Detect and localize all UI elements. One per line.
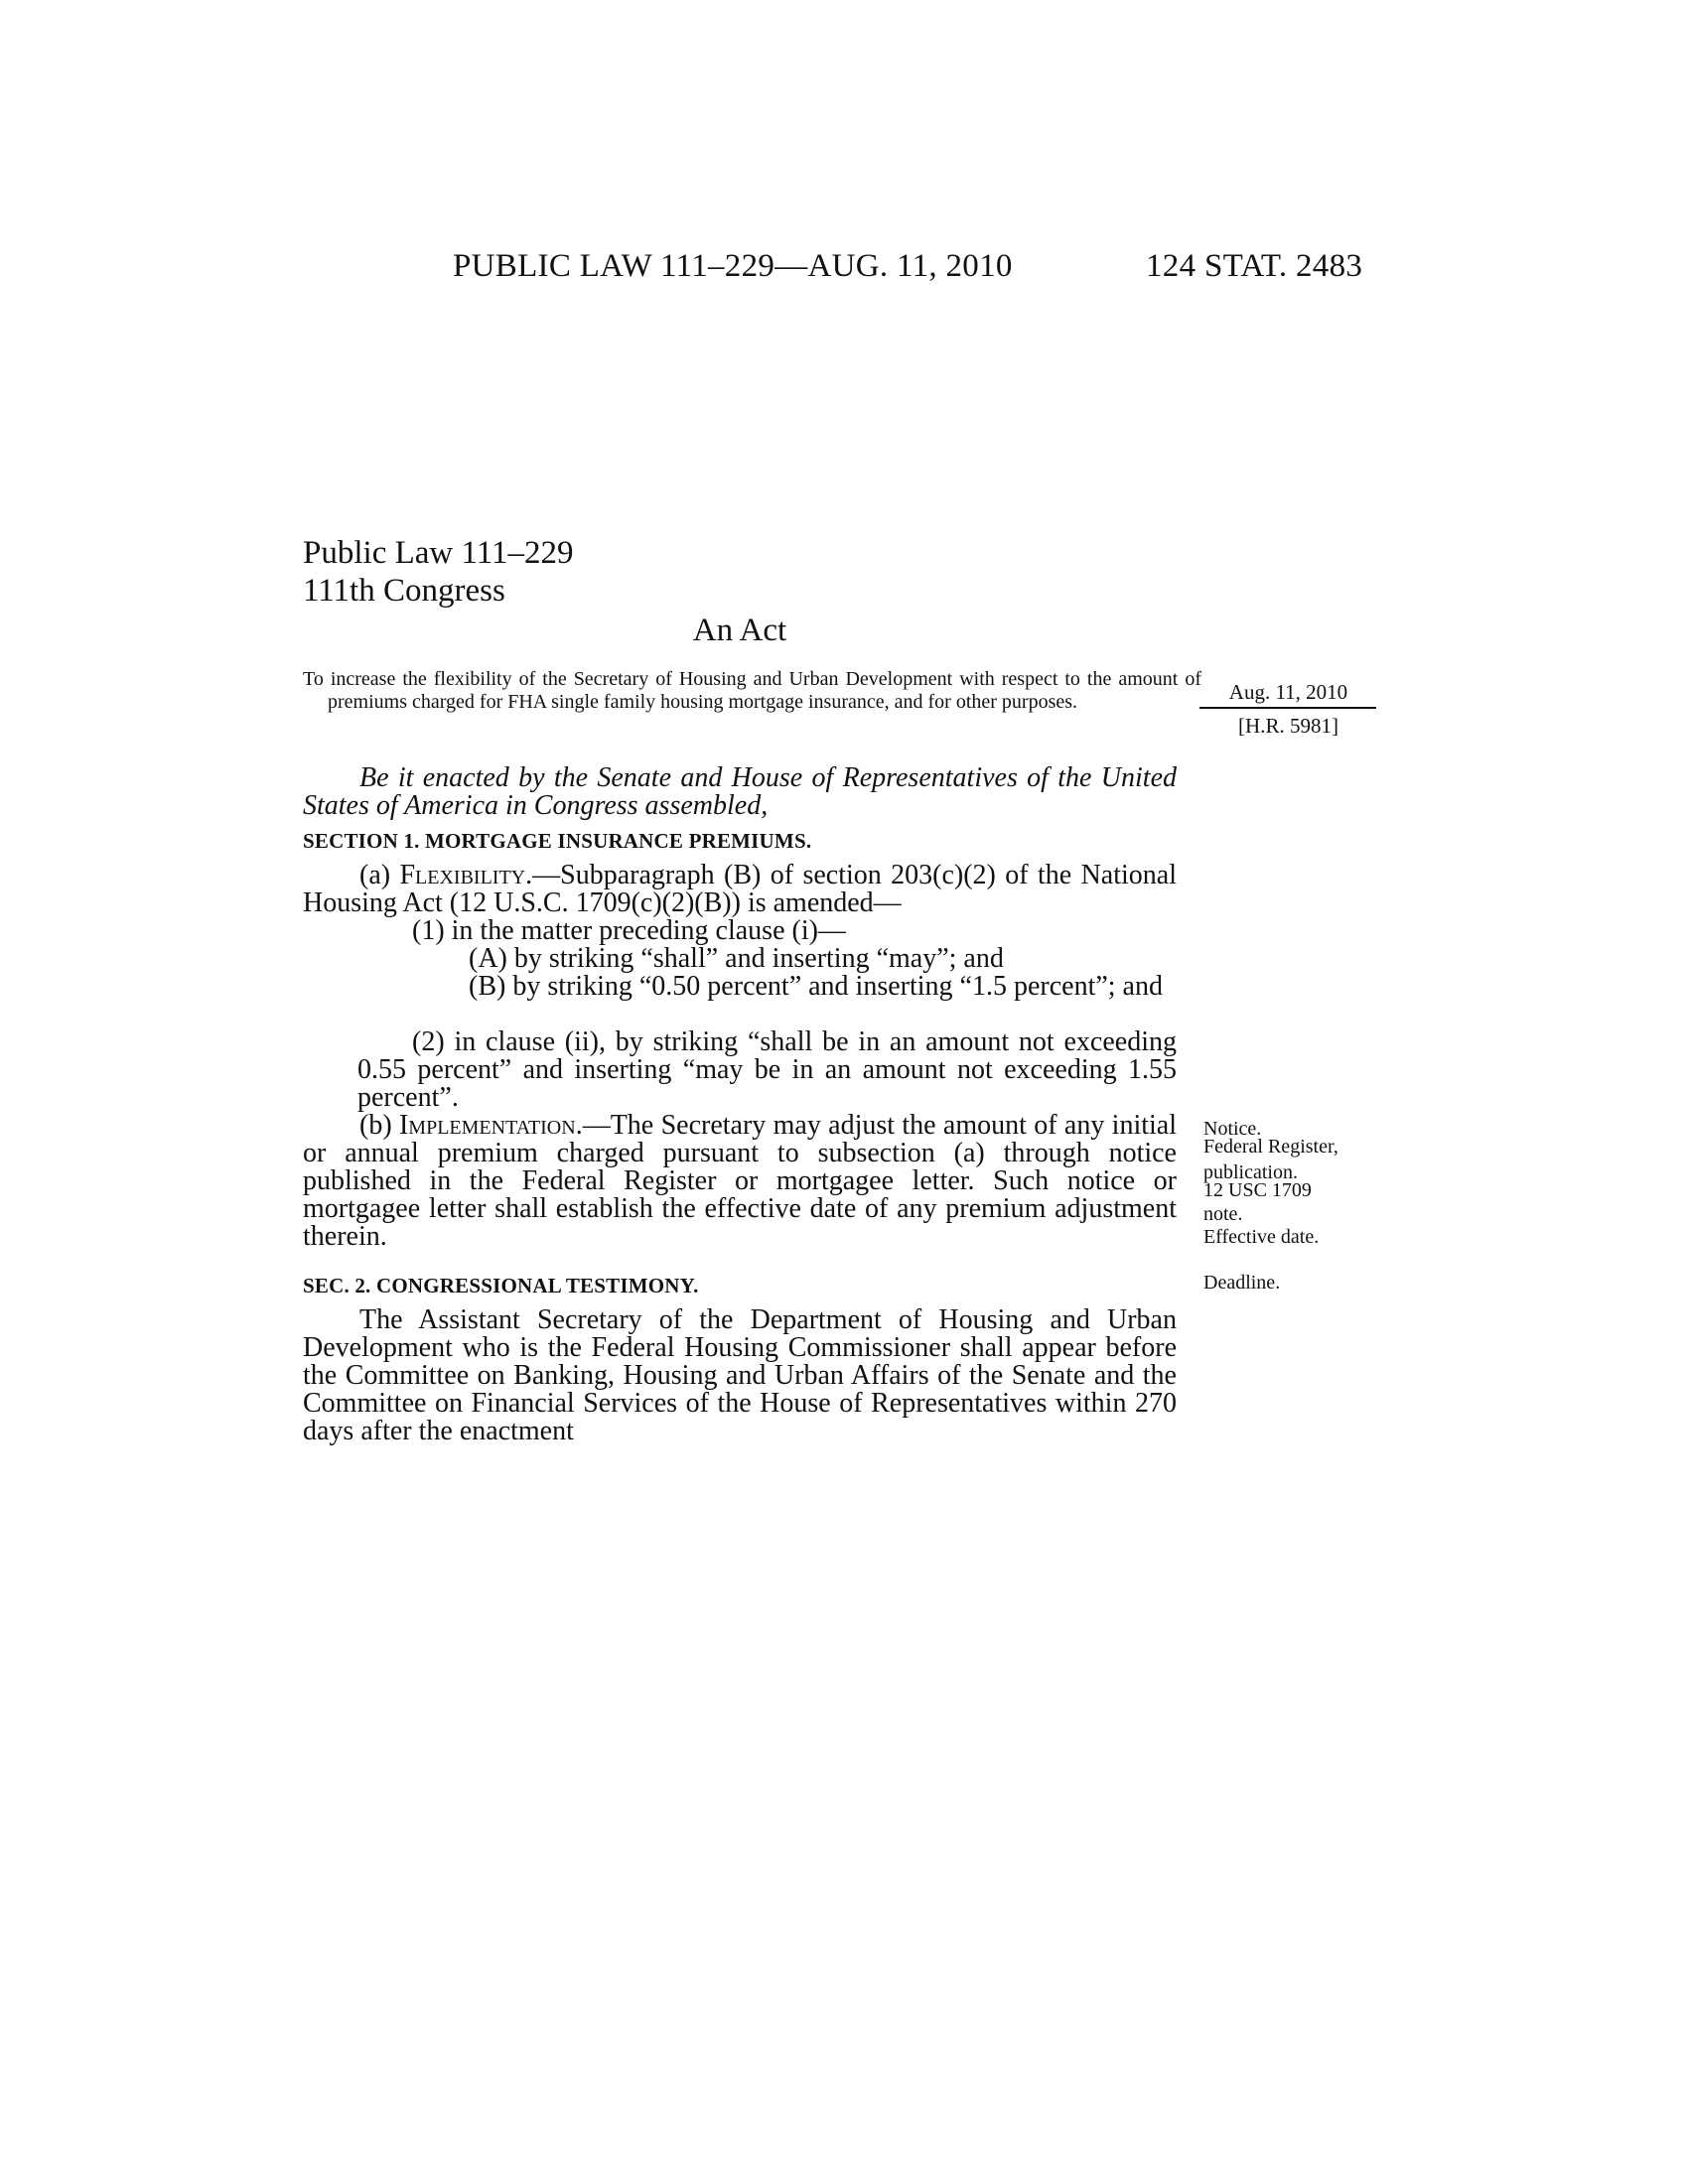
margin-note-effective-date: Effective date. xyxy=(1203,1226,1320,1248)
margin-note-usc: 12 USC 1709 xyxy=(1203,1179,1312,1201)
act-purpose: To increase the flexibility of the Secretary of Housing and Urban Development with respect to the amount of premiums charged for FHA single family housing mortgage insurance, and for other purposes. xyxy=(303,668,1201,713)
subsection-b-text: .—The Secretary may adjust the amount of any initial or annual premium charged pursuant to subsection (a) through notice published in the Federal Register or mortgagee letter. Such notice or mortgagee letter shall establish the effective date of any premium adjustment therein. xyxy=(303,1110,1177,1252)
clause-1-a: (A) by striking “shall” and inserting “may”; and xyxy=(469,943,1004,974)
enacting-clause: Be it enacted by the Senate and House of Representatives of the United States of America in Congress assembled, xyxy=(303,762,1177,821)
enactment-date: Aug. 11, 2010 xyxy=(1228,680,1348,704)
congress-label: 111th Congress xyxy=(303,573,505,609)
margin-note-deadline: Deadline. xyxy=(1203,1272,1281,1294)
subsection-a xyxy=(303,862,1177,917)
bill-number: [H.R. 5981] xyxy=(1238,714,1338,738)
law-number: Public Law 111–229 xyxy=(303,535,574,571)
act-heading: An Act xyxy=(692,613,787,648)
subsection-a-text: .—Subparagraph (B) of section 203(c)(2) of the National Housing Act (12 U.S.C. 1709(c)(2)(B)) is amended— xyxy=(303,860,1177,918)
section-2-text: The Assistant Secretary of the Department of Housing and Urban Development who is the Federal Housing Commissioner shall appear before the Committee on Banking, Housing and Urban Affairs of the Senate and the Committee on Financial Services of the House of Representatives within 270 days after the enactment xyxy=(303,1304,1177,1446)
clause-1: (1) in the matter preceding clause (i)— xyxy=(412,915,846,946)
clause-2: (2) in clause (ii), by striking “shall be in an amount not exceeding 0.55 percent” and inserting “may be in an amount not exceeding 1.55 percent”. xyxy=(357,1026,1177,1113)
bill-info-divider xyxy=(1199,707,1376,709)
subsection-a-prefix: (a) xyxy=(359,860,400,890)
subsection-b xyxy=(303,1112,1177,1251)
margin-note-note: note. xyxy=(1203,1203,1243,1225)
subsection-a-label: Flexibility xyxy=(399,860,526,890)
margin-note-publication: publication. xyxy=(1203,1161,1298,1183)
running-header-title: PUBLIC LAW 111–229—AUG. 11, 2010 xyxy=(453,248,1013,284)
clause-1-b: (B) by striking “0.50 percent” and inserting “1.5 percent”; and xyxy=(469,971,1163,1002)
subsection-b-prefix: (b) xyxy=(359,1110,399,1141)
page-stat-number: 124 STAT. 2483 xyxy=(1146,248,1363,284)
section-1-heading: SECTION 1. MORTGAGE INSURANCE PREMIUMS. xyxy=(303,829,812,853)
margin-note-notice: Notice. xyxy=(1203,1118,1262,1140)
section-2-heading: SEC. 2. CONGRESSIONAL TESTIMONY. xyxy=(303,1274,699,1297)
subsection-b-label: Implementation xyxy=(398,1110,576,1141)
margin-note-federal-register: Federal Register, xyxy=(1203,1136,1338,1158)
